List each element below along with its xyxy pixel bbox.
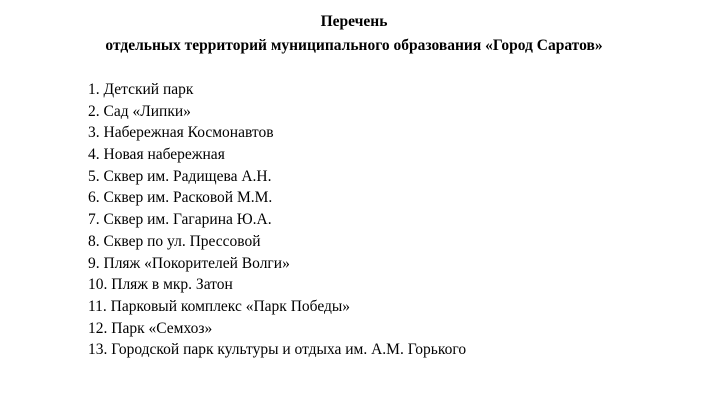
list-item: 13. Городской парк культуры и отдыха им. А.М. Горького [88,341,467,359]
list-item: 1. Детский парк [88,81,194,98]
territory-list [88,79,466,361]
list-item: 4. Новая набережная [88,146,225,164]
document-heading: Перечень [320,13,388,30]
list-item: 2. Сад «Липки» [88,102,191,120]
list-item: 7. Сквер им. Гагарина Ю.А. [88,211,272,229]
list-item: 12. Парк «Семхоз» [88,319,213,337]
list-item: 5. Сквер им. Радищева А.Н. [88,167,272,185]
list-item: 9. Пляж «Покорителей Волги» [88,254,290,272]
list-item: 6. Сквер им. Расковой М.М. [88,189,273,207]
document-subheading: отдельных территорий муниципального образования «Город Саратов» [105,37,603,54]
list-item: 10. Пляж в мкр. Затон [88,276,233,294]
list-item: 11. Парковый комплекс «Парк Победы» [88,297,351,315]
list-item: 8. Сквер по ул. Прессовой [88,232,261,250]
list-item: 3. Набережная Космонавтов [88,124,274,142]
